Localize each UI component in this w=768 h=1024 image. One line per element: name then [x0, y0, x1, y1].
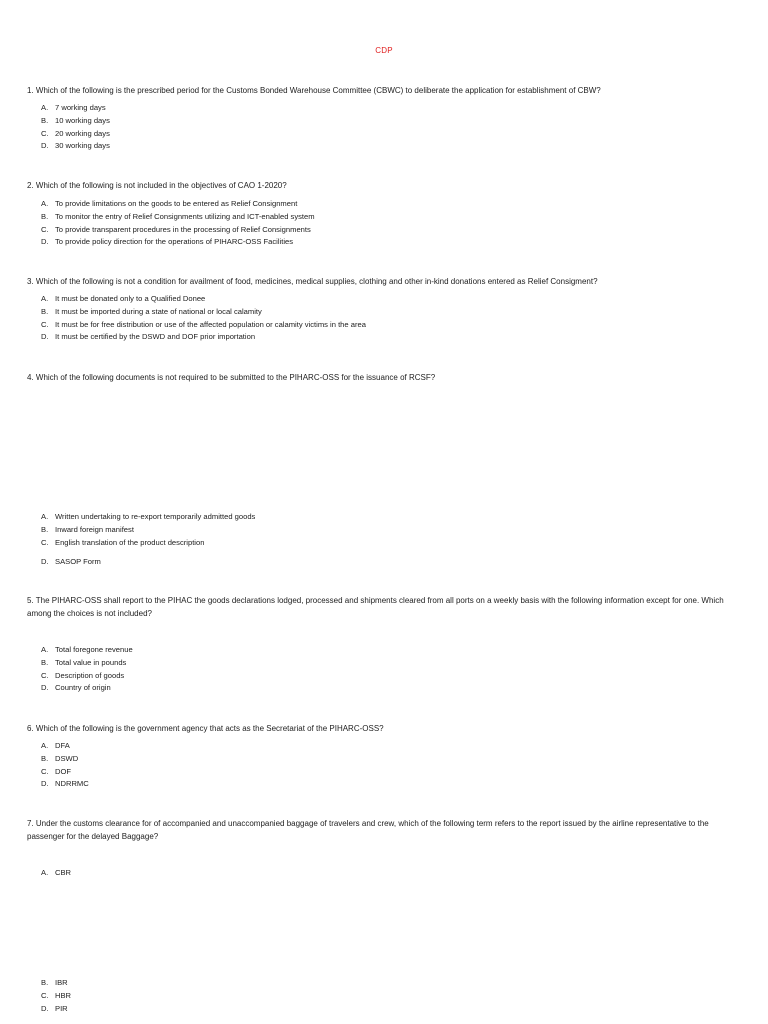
option-letter: B. [41, 211, 49, 221]
question-4-option-d [41, 556, 101, 569]
option [41, 331, 366, 344]
option [41, 211, 315, 224]
option-text: Written undertaking to re-export temporarily admitted goods [55, 512, 256, 521]
option-letter: D. [41, 141, 49, 151]
question-3: 3. Which of the following is not a condition for availment of food, medicines, medical supplies, clothing and other in-kind donations entered as Relief Consigment? [27, 277, 598, 286]
question-1-options [41, 102, 110, 153]
option [41, 319, 366, 332]
option-text: It must be for free distribution or use of the affected population or calamity victims in the area [55, 319, 366, 329]
option-text: 20 working days [55, 128, 110, 138]
option-text: To provide transparent procedures in the processing of Relief Consignments [55, 224, 311, 234]
option [41, 556, 101, 569]
question-4-options [41, 511, 255, 549]
option-letter: B. [41, 978, 49, 987]
question-6: 6. Which of the following is the government agency that acts as the Secretariat of the PIHARC-OSS? [27, 724, 384, 733]
option-text: Total foregone revenue [55, 645, 133, 654]
option-text: IBR [55, 978, 68, 987]
option-text: Total value in pounds [55, 657, 127, 667]
option [41, 128, 110, 141]
option-text: HBR [55, 990, 72, 1000]
option-letter: B. [41, 115, 49, 125]
option-letter: A. [41, 741, 49, 750]
option [41, 977, 71, 990]
option [41, 766, 89, 779]
option [41, 224, 315, 237]
option [41, 740, 89, 753]
question-1: 1. Which of the following is the prescribed period for the Customs Bonded Warehouse Committee (CBWC) to deliberate the application for establishment of CBW? [27, 86, 601, 95]
option-text: 10 working days [55, 115, 110, 125]
option-text: Description of goods [55, 670, 125, 680]
option-letter: D. [41, 1003, 49, 1013]
option [41, 990, 71, 1003]
option [41, 524, 255, 537]
option-letter: D. [41, 237, 49, 247]
question-7-options [41, 977, 71, 1015]
option-letter: A. [41, 294, 49, 303]
option-letter: C. [41, 990, 49, 1000]
option [41, 306, 366, 319]
option [41, 682, 133, 695]
option-text: DSWD [55, 753, 79, 763]
option-text: It must be imported during a state of national or local calamity [55, 306, 262, 316]
option-letter: B. [41, 657, 49, 667]
option-letter: D. [41, 779, 49, 789]
option-text: 30 working days [55, 141, 110, 151]
option-letter: C. [41, 766, 49, 776]
option-text: It must be donated only to a Qualified Donee [55, 294, 206, 303]
option-letter: D. [41, 332, 49, 342]
option [41, 1003, 71, 1016]
option [41, 102, 110, 115]
option-letter: B. [41, 524, 49, 534]
option-letter: A. [41, 199, 49, 208]
option-letter: C. [41, 537, 49, 547]
option-text: Country of origin [55, 683, 111, 693]
question-4: 4. Which of the following documents is not required to be submitted to the PIHARC-OSS for the issuance of RCSF? [27, 373, 436, 382]
option [41, 537, 255, 550]
option-text: Inward foreign manifest [55, 524, 134, 534]
option-text: To provide policy direction for the operations of PIHARC-OSS Facilities [55, 237, 294, 247]
option-letter: C. [41, 224, 49, 234]
option-text: DOF [55, 766, 72, 776]
option-text: To provide limitations on the goods to be entered as Relief Consignment [55, 199, 298, 208]
option-text: 7 working days [55, 103, 106, 112]
option-letter: B. [41, 753, 49, 763]
option-letter: A. [41, 512, 49, 521]
option-letter: C. [41, 319, 49, 329]
option [41, 236, 315, 249]
option-letter: A. [41, 868, 49, 877]
question-7-option-a [41, 867, 71, 880]
option-letter: A. [41, 645, 49, 654]
option-text: NDRRMC [55, 779, 89, 789]
option [41, 867, 71, 880]
option [41, 753, 89, 766]
option-text: DFA [55, 741, 70, 750]
question-5-options [41, 644, 133, 695]
option-text: CBR [55, 868, 72, 877]
question-2: 2. Which of the following is not included in the objectives of CAO 1-2020? [27, 181, 287, 190]
option-text: English translation of the product description [55, 537, 205, 547]
option [41, 140, 110, 153]
option-letter: A. [41, 103, 49, 112]
option-text: To monitor the entry of Relief Consignments utilizing and ICT-enabled system [55, 211, 315, 221]
question-7: 7. Under the customs clearance for of accompanied and unaccompanied baggage of travelers and crew, which of the following term refers to the report issued by the airline representative to the passenger for the delayed Baggage? [27, 819, 709, 841]
option [41, 657, 133, 670]
question-3-options [41, 293, 366, 344]
option-text: PIR [55, 1003, 68, 1013]
question-6-options [41, 740, 89, 791]
option-text: It must be certified by the DSWD and DOF prior importation [55, 332, 256, 342]
option [41, 198, 315, 211]
page-header: CDP [375, 46, 393, 55]
option [41, 670, 133, 683]
option [41, 293, 366, 306]
option-letter: D. [41, 683, 49, 693]
option [41, 511, 255, 524]
option-text: SASOP Form [55, 557, 101, 566]
question-5: 5. The PIHARC-OSS shall report to the PIHAC the goods declarations lodged, processed and shipments cleared from all ports on a weekly basis with the following information except for one. Which among the choices is not included? [27, 596, 724, 618]
option-letter: C. [41, 128, 49, 138]
option [41, 778, 89, 791]
option-letter: C. [41, 670, 49, 680]
option [41, 644, 133, 657]
option-letter: B. [41, 306, 49, 316]
question-2-options [41, 198, 315, 249]
option-letter: D. [41, 557, 49, 566]
option [41, 115, 110, 128]
